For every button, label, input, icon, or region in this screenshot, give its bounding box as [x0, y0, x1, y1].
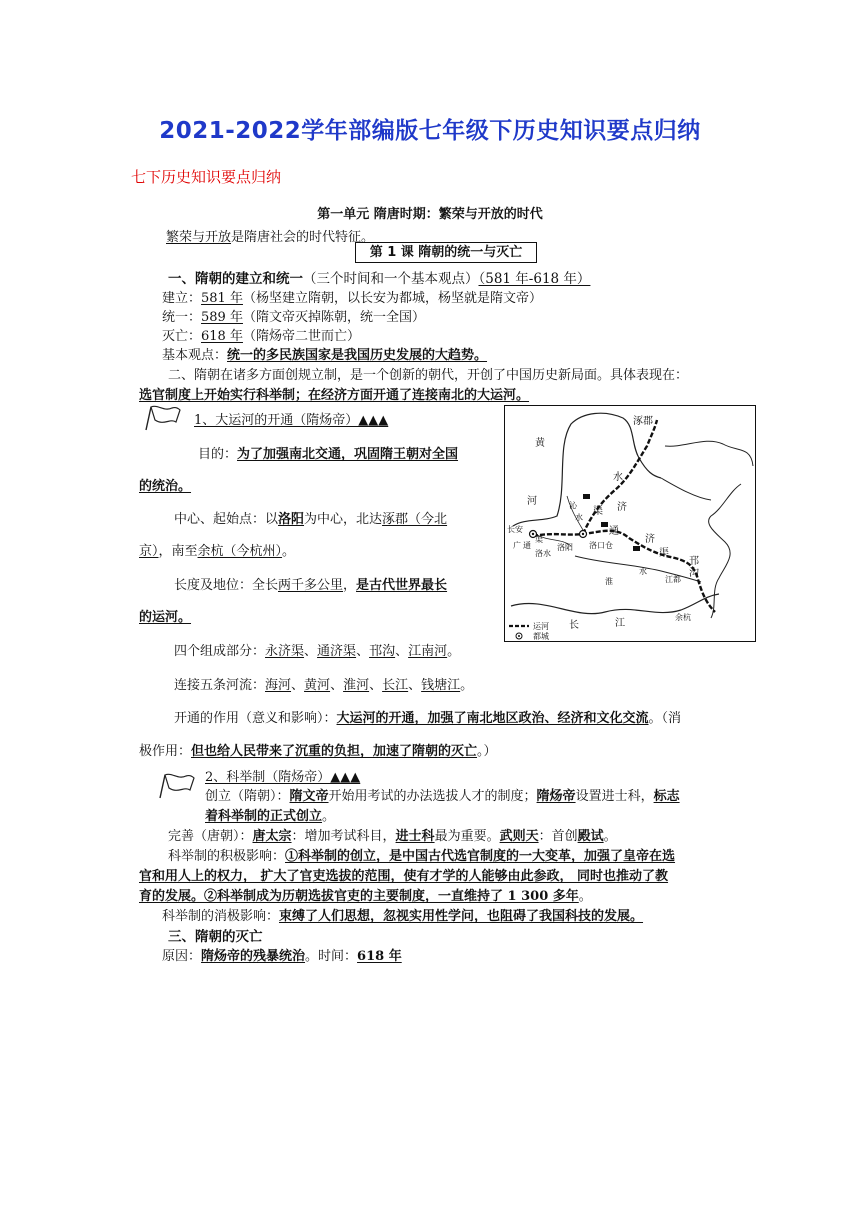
map-label-jiang: 江: [615, 618, 625, 629]
map-label-changan: 长安: [507, 525, 523, 534]
exam-improve-taizong: 唐太宗: [252, 829, 292, 844]
river-branch-line: [661, 478, 711, 500]
part-yongji: 永济渠: [265, 644, 305, 659]
exam-improve-jinshi: 进士科: [395, 829, 435, 844]
map-label-gou: 沟: [689, 568, 699, 579]
exam-create-label: 创立（隋朝）：: [205, 789, 290, 804]
unify-label: 统一：: [162, 310, 202, 325]
map-label-luoshui: 洛水: [535, 549, 551, 558]
exam-create-yangdi: 隋炀帝: [536, 789, 576, 804]
length-value: 两千多公里: [278, 578, 344, 593]
river-huang: 黄河: [304, 678, 331, 693]
unify-year: 589 年: [201, 310, 243, 325]
sec1-range: （581 年-618 年）: [478, 271, 591, 287]
yellow-river-line: [513, 413, 661, 526]
exam-pos-label: 科举制的积极影响：: [168, 849, 286, 864]
exam-pos-text-1: ①科举制的创立，是中国古代选官制度的一大变革，加强了皇帝在选: [285, 849, 676, 864]
map-label-tong-small: 通: [523, 541, 531, 550]
map-label-ji2: 济: [645, 534, 655, 545]
fall-detail: （隋炀帝二世而亡）: [242, 329, 360, 344]
purpose-text-a: 为了加强南北交通，巩固隋王朝对全国: [237, 447, 459, 462]
granary-icon: [633, 546, 640, 551]
map-label-shui3: 水: [639, 567, 647, 576]
map-label-huang: 黄: [535, 438, 545, 449]
exam-neg-label: 科举制的消极影响：: [162, 909, 280, 924]
center-end: 。: [282, 544, 296, 559]
view-line: [162, 344, 487, 363]
role-neg-text: 但也给人民带来了沉重的负担，加速了隋朝的灭亡: [191, 744, 478, 759]
center-yuhang: 余杭（今杭州）: [197, 544, 283, 559]
sec3-heading: 三、隋朝的灭亡: [168, 929, 263, 945]
purpose-line: [198, 443, 458, 462]
map-label-zhuojun: 涿郡: [633, 416, 653, 427]
role-neg-end: 。）: [477, 744, 497, 759]
river-chang: 长江: [382, 678, 409, 693]
center-luoyang: 洛阳: [278, 512, 305, 527]
sec2-intro-canal: 在经济方面开通了连接南北的大运河。: [308, 388, 530, 403]
center-zhuojun: 涿郡（今北: [382, 512, 448, 527]
flag-icon: [140, 404, 184, 432]
map-label-han: 邗: [689, 556, 699, 567]
map-label-qin: 沁: [569, 501, 577, 510]
sec3-cause-label: 原因：: [162, 949, 202, 964]
map-label-guang: 广: [513, 541, 521, 550]
map-label-ji1: 济: [617, 502, 627, 513]
view-label: 基本观点：: [162, 348, 228, 363]
lesson-title: 第 1 课 隋朝的统一与灭亡: [355, 242, 537, 263]
granary-icon: [583, 494, 590, 499]
fall-line: [162, 325, 360, 344]
rivers-line: 连接五条河流：海河、黄河、淮河、长江、钱塘江。: [174, 678, 474, 693]
role-text: 大运河的开通，加强了南北地区政治、经济和文化交流: [336, 711, 649, 726]
exam-improve-wuzetian: 武则天: [499, 829, 539, 844]
center-zhuojun-end: 京）: [139, 544, 159, 559]
exam-improve-label: 完善（唐朝）：: [168, 829, 253, 844]
sec2-intro-1: 二、隋朝在诸多方面创规立制，是一个创新的朝代，开创了中国历史新局面。具体表现在：: [168, 368, 689, 383]
rivers-label: 连接五条河流：: [174, 678, 266, 693]
unit-title: 第一单元 隋唐时期：繁荣与开放的时代: [317, 207, 543, 222]
map-label-jiangdu: 江都: [665, 575, 681, 584]
map-label-shui: 水: [613, 472, 623, 483]
map-label-qu1: 渠: [593, 506, 603, 517]
length-sep: ，: [343, 578, 357, 593]
sec3-cause-line: [162, 945, 402, 964]
part-jiangnan: 江南河: [408, 644, 448, 659]
role-neg-label: 极作用：: [139, 744, 192, 759]
exam-pos-line-1: [168, 845, 675, 864]
sec2-intro-2: [139, 384, 529, 403]
era-feature-line: [166, 226, 374, 245]
parts-line: 四个组成部分：永济渠、通济渠、邗沟、江南河。: [174, 644, 461, 659]
length-status-end: 的运河。: [139, 610, 192, 625]
unify-line: [162, 306, 425, 325]
sec3-cause-text: 隋炀帝的残暴统治: [201, 949, 306, 964]
river-hai: 海河: [265, 678, 292, 693]
exam-improve-text2: 最为重要。: [434, 829, 500, 844]
era-feature-term: 繁荣与开放: [166, 230, 232, 245]
map-label-luoyang: 洛阳: [557, 543, 573, 552]
document-subtitle: 七下历史知识要点归纳: [131, 168, 282, 186]
unify-detail: （隋文帝灭掉陈朝，统一全国）: [242, 310, 425, 325]
role-label: 开通的作用（意义和影响）：: [174, 711, 337, 726]
purpose-text-b: 的统治。: [139, 479, 192, 494]
center-line: [174, 508, 447, 527]
length-line: [174, 574, 447, 593]
exam-improve-dianshi: 殿试: [577, 829, 604, 844]
map-label-qu2: 渠: [659, 548, 669, 559]
sec1-heading: 一、隋朝的建立和统一: [168, 271, 303, 287]
river-huai: 淮河: [343, 678, 370, 693]
document-title: 2021-2022学年部编版七年级下历史知识要点归纳: [159, 118, 701, 144]
length-label: 长度及地位：全长: [174, 578, 279, 593]
sec1-heading-line: [168, 267, 590, 287]
length-status: 是古代世界最长: [356, 578, 448, 593]
center-label: 中心、起始点：以: [174, 512, 279, 527]
sec2-intro-exam: 选官制度上开始实行科举制；: [139, 388, 309, 403]
yangtze-line: [511, 594, 719, 614]
establish-line: [162, 287, 542, 306]
map-svg: [505, 406, 755, 641]
exam-improve-text3: ：首创: [538, 829, 578, 844]
exam-improve-line: [168, 825, 617, 844]
center-mid: 为中心，北达: [304, 512, 383, 527]
legend-capital-label: 都城: [533, 632, 549, 641]
purpose-label: 目的：: [198, 447, 238, 462]
coast-line-east: [709, 484, 741, 618]
fall-year: 618 年: [201, 329, 243, 344]
center-line-2: [139, 540, 295, 559]
exam-pos-text-2: 官和用人上的权力， 扩大了官吏选拔的范围，使有才学的人能够由此参政， 同时也推动了教: [139, 869, 669, 884]
map-label-shui2: 水: [575, 513, 583, 522]
exam-pos-line-3: [139, 885, 592, 904]
establish-label: 建立：: [162, 291, 202, 306]
parts-label: 四个组成部分：: [174, 644, 266, 659]
sec3-time-label: 。时间：: [305, 949, 358, 964]
exam-pos-end: 。: [578, 889, 592, 904]
exam-neg-text: 束缚了人们思想，忽视实用性学问，也阻碍了我国科技的发展。: [279, 909, 644, 924]
flag-icon: [154, 772, 198, 800]
map-label-qu-small: 渠: [535, 535, 543, 544]
exam-create-line: [205, 785, 680, 804]
exam-create-text: 开始用考试的办法选拔人才的制度；: [328, 789, 537, 804]
exam-create-mark-end: 着科举制的正式创立: [205, 809, 323, 824]
role-neg-prefix: 。（消: [648, 711, 682, 726]
role-neg-line: [139, 740, 497, 759]
grand-canal-map: [504, 405, 756, 642]
map-label-tong: 通: [609, 526, 619, 537]
establish-detail: （杨坚建立隋朝，以长安为都城，杨坚就是隋文帝）: [242, 291, 542, 306]
granary-icon: [601, 522, 608, 527]
exam-create-text2: 设置进士科，: [575, 789, 654, 804]
part-hangou: 邗沟: [369, 644, 396, 659]
part-tongji: 通济渠: [317, 644, 357, 659]
exam-improve-end: 。: [603, 829, 617, 844]
era-feature-rest: 是隋唐社会的时代特征。: [231, 230, 375, 245]
exam-create-line-2: [205, 805, 335, 824]
fall-label: 灭亡：: [162, 329, 202, 344]
exam-create-mark: 标志: [653, 789, 680, 804]
exam-pos-text-3: 育的发展。②科举制成为历朝选拔官吏的主要制度，一直维持了 1 300 多年: [139, 889, 579, 904]
center-south: ，南至: [158, 544, 198, 559]
exam-create-end: 。: [322, 809, 336, 824]
map-label-luokoucang: 洛口仓: [589, 541, 613, 550]
map-label-huai: 淮: [605, 577, 613, 586]
view-text: 统一的多民族国家是我国历史发展的大趋势。: [227, 348, 488, 363]
map-label-chang: 长: [569, 620, 579, 631]
canal-heading: 1、大运河的开通（隋炀帝）▲▲▲: [194, 413, 389, 428]
coast-line-north: [665, 441, 753, 466]
exam-create-wendi: 隋文帝: [289, 789, 329, 804]
exam-heading: 2、科举制（隋炀帝）▲▲▲: [205, 770, 361, 785]
map-label-he: 河: [527, 496, 537, 507]
exam-neg-line: [162, 905, 643, 924]
legend-canal-label: 运河: [533, 622, 549, 631]
sec3-time-text: 618 年: [357, 949, 402, 964]
role-line: [174, 707, 681, 726]
sec1-note: （三个时间和一个基本观点）: [303, 271, 479, 287]
map-label-yuhang: 余杭: [675, 613, 691, 622]
establish-year: 581 年: [201, 291, 243, 306]
exam-improve-text: ：增加考试科目，: [291, 829, 396, 844]
river-qiantang: 钱塘江: [421, 678, 461, 693]
